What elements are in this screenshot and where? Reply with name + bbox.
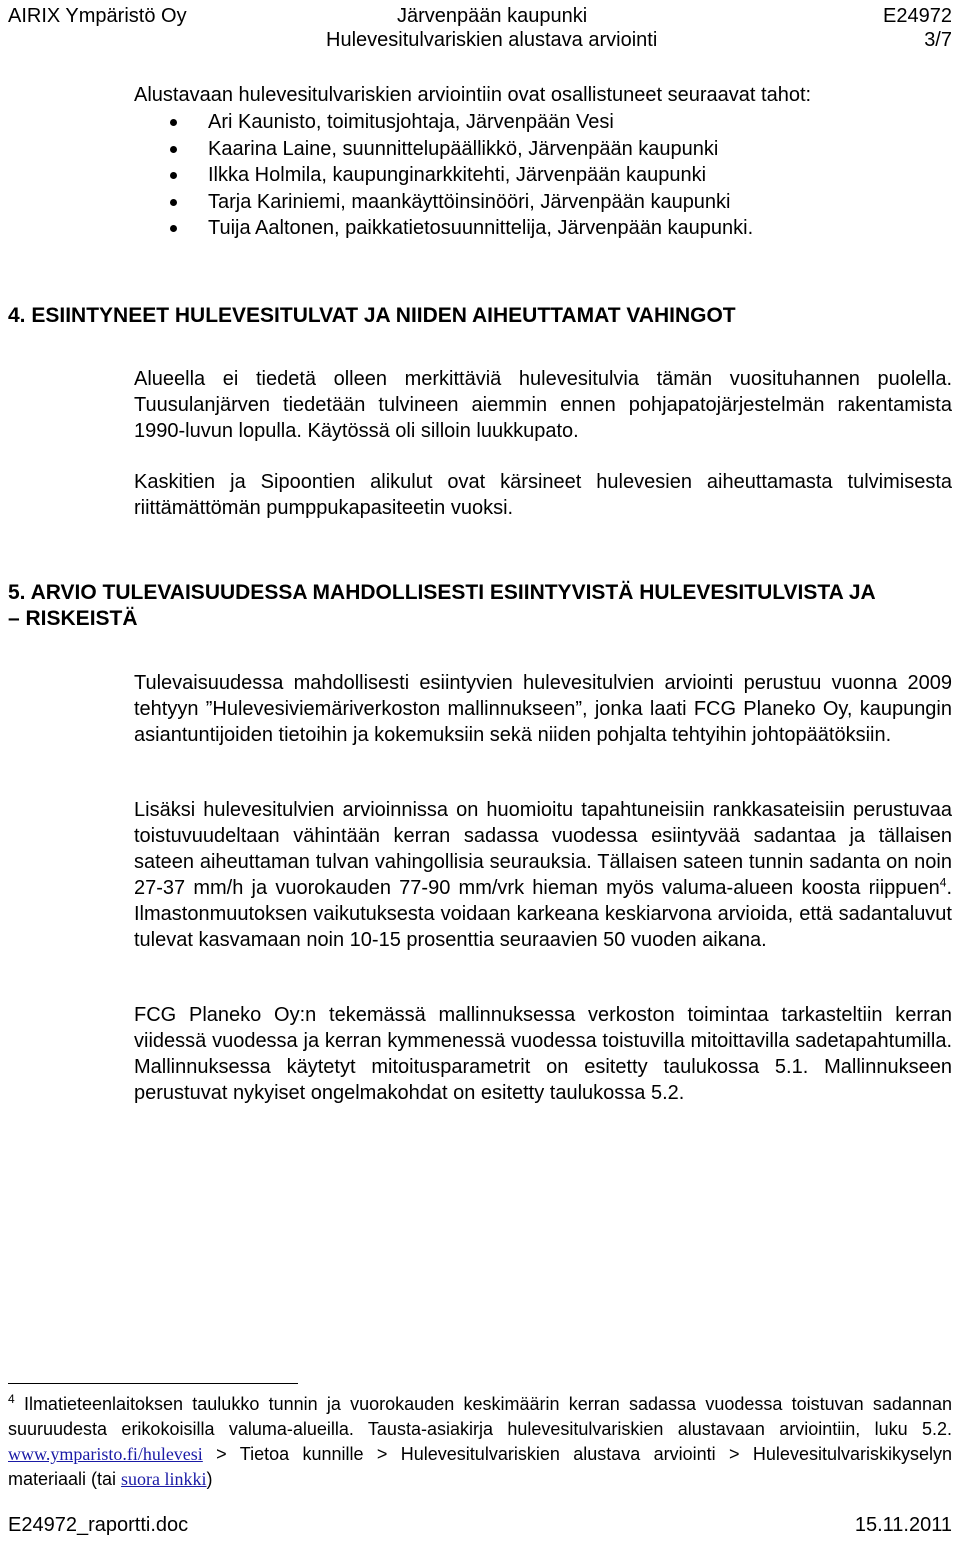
section-4-paragraph-2: Kaskitien ja Sipoontien alikulut ovat kärsineet hulevesien aiheuttamasta tulvimisesta riittämättömän pumppukapasiteetin vuoksi. xyxy=(134,471,952,519)
footer-filename: E24972_raportti.doc xyxy=(8,1514,189,1536)
bullet-icon xyxy=(170,119,177,126)
participants-list xyxy=(170,109,753,242)
section-5-paragraph-3: FCG Planeko Oy:n tekemässä mallinnuksessa verkoston toimintaa tarkasteltiin kerran viidessä vuodessa ja kerran kymmenessä vuodessa toistuvilla mitoittavilla sadetapahtumilla. Mallinnuksessa käytetyt mitoitusparametrit on esitetty taulukossa 5.1. Mallinnukseen perustuvat nykyiset ongelmakohdat on esitetty taulukossa 5.2. xyxy=(134,1004,952,1104)
section-5-paragraph-2 xyxy=(134,797,952,953)
footnote-link-website[interactable]: www.ymparisto.fi/hulevesi xyxy=(8,1444,203,1464)
footer-date: 15.11.2011 xyxy=(854,1514,952,1536)
section-5-heading-line-1: 5. ARVIO TULEVAISUUDESSA MAHDOLLISESTI ESIINTYVISTÄ HULEVESITULVISTA JA xyxy=(8,581,876,604)
list-item xyxy=(170,162,753,189)
footnote-link-direct[interactable]: suora linkki xyxy=(121,1469,207,1489)
footnote-text: Ilmatieteenlaitoksen taulukko tunnin ja vuorokauden keskimäärin kerran sadassa vuodessa toistuvan sadannan suuruudesta erikokoisilla valuma-alueilla. Tausta-asiakirja hulevesitulvariskien alustavaan arviointiin, luku 5.2. xyxy=(8,1394,952,1439)
paragraph-text: Lisäksi hulevesitulvien arvioinnissa on huomioitu tapahtuneisiin rankkasateisiin perustuvaa toistuvuudeltaan vähintään kerran sadassa vuodessa esiintyvää sadantaa ja tällaisen sateen aiheuttaman tulvan vahingollisia seurauksia. Tällaisen sateen tunnin sadanta on noin 27-37 mm/h ja vuorokauden 77-90 mm/vrk hieman myös valuma-alueen koosta riippuen xyxy=(134,799,952,899)
header-client: Järvenpään kaupunki xyxy=(397,5,588,27)
header-doc-title: Hulevesitulvariskien alustava arviointi xyxy=(326,29,658,51)
list-item xyxy=(170,215,753,242)
participant-name: Kaarina Laine, suunnittelupäällikkö, Järvenpään kaupunki xyxy=(208,137,719,160)
participant-name: Ilkka Holmila, kaupunginarkkitehti, Järvenpään kaupunki xyxy=(208,164,707,186)
section-5-heading-line-2: – RISKEISTÄ xyxy=(8,607,138,630)
bullet-icon xyxy=(170,199,177,206)
list-item xyxy=(170,136,753,163)
footnote-text: > Tietoa kunnille > Hulevesitulvariskien alustava arviointi > Hulevesitulvariskikyselyn materiaali (tai xyxy=(8,1444,952,1489)
section-4-heading: 4. ESIINTYNEET HULEVESITULVAT JA NIIDEN AIHEUTTAMAT VAHINGOT xyxy=(8,304,736,327)
footnote-reference: 4 xyxy=(939,875,947,890)
participant-name: Tarja Kariniemi, maankäyttöinsinööri, Järvenpään kaupunki xyxy=(208,190,731,213)
participant-name: Ari Kaunisto, toimitusjohtaja, Järvenpään Vesi xyxy=(208,111,614,133)
header-page-number: 3/7 xyxy=(924,29,952,51)
list-item xyxy=(170,189,753,216)
footnote xyxy=(8,1392,952,1492)
header-company: AIRIX Ympäristö Oy xyxy=(8,5,187,27)
bullet-icon xyxy=(170,172,177,179)
bullet-icon xyxy=(170,146,177,153)
paragraph-text: . Ilmastonmuutoksen vaikutuksesta voidaan karkeana keskiarvona arvioida, että sadantaluvut tulevat kasvamaan noin 10-15 prosenttia seuraavien 50 vuoden aikana. xyxy=(134,877,952,951)
footnote-mark: 4 xyxy=(8,1392,15,1406)
bullet-icon xyxy=(170,225,177,232)
header-project-code: E24972 xyxy=(883,5,952,27)
footnote-text: ) xyxy=(206,1469,213,1489)
participants-intro: Alustavaan hulevesitulvariskien arviointiin ovat osallistuneet seuraavat tahot: xyxy=(134,84,812,106)
section-4-paragraph-1: Alueella ei tiedetä olleen merkittäviä hulevesitulvia tämän vuosituhannen puolella. Tuusulanjärven tiedetään tulvineen aiemmin ennen pohjapatojärjestelmän rakentamista 1990-luvun lopulla. Käytössä oli silloin luukkupato. xyxy=(134,368,952,442)
list-item xyxy=(170,109,753,136)
participant-name: Tuija Aaltonen, paikkatietosuunnittelija, Järvenpään kaupunki. xyxy=(208,217,754,239)
section-5-paragraph-1: Tulevaisuudessa mahdollisesti esiintyvien hulevesitulvien arviointi perustuu vuonna 2009 tehtyyn ”Hulevesiviemäriverkoston mallinnukseen”, jonka laati FCG Planeko Oy, kaupungin asiantuntijoiden tietoihin ja kokemuksiin sekä niiden pohjalta tehtyihin johtopäätöksiin. xyxy=(134,672,952,746)
footnote-divider xyxy=(8,1383,298,1384)
